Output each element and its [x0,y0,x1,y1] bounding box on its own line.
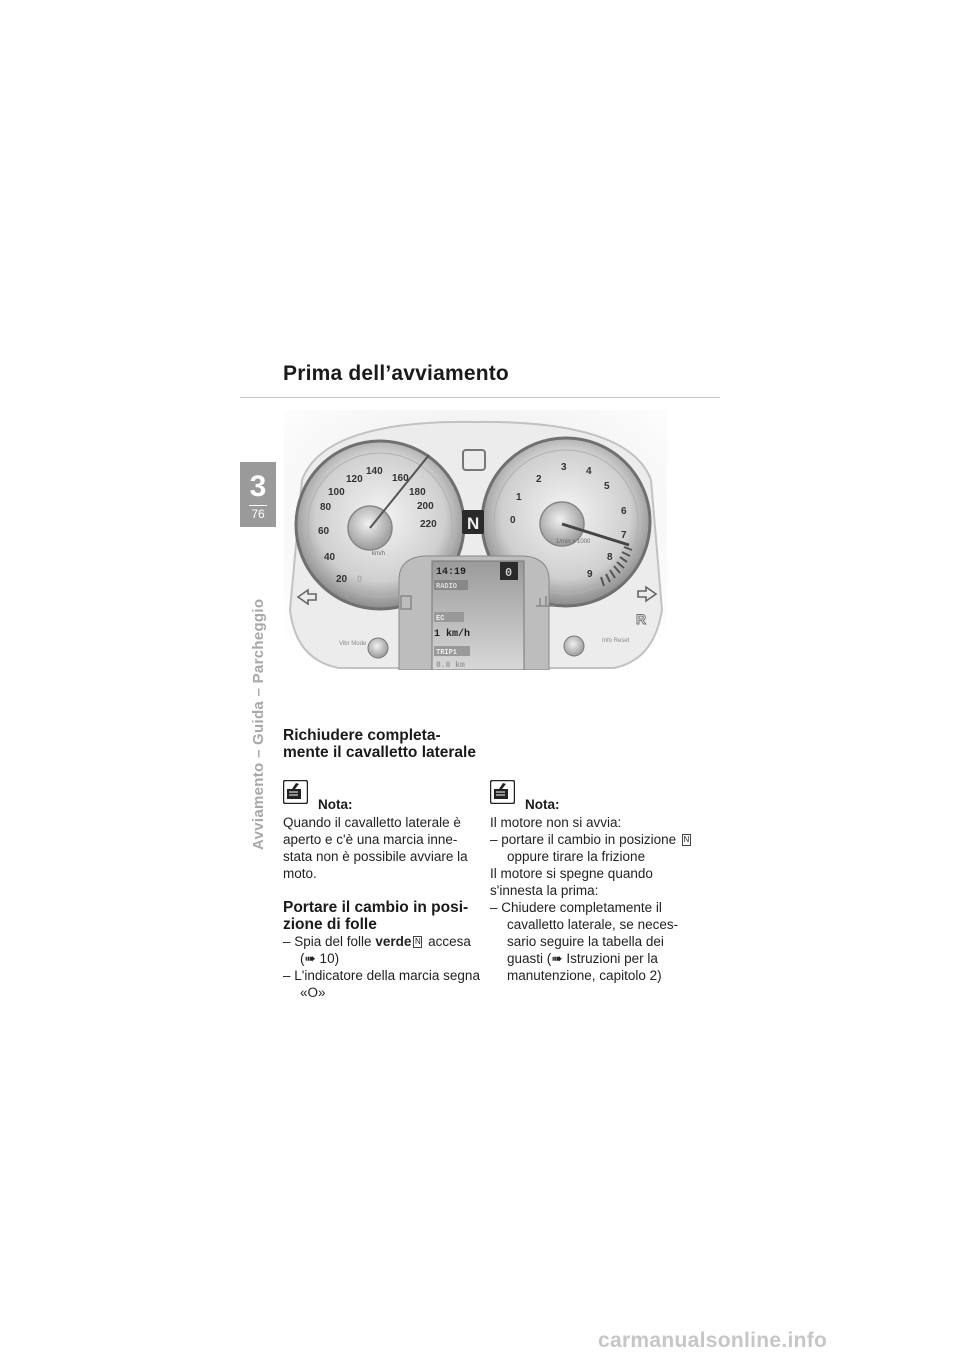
r-indicator: R [636,611,647,627]
lcd-gear: 0 [505,566,513,580]
note-icon [490,780,515,804]
note-list [490,899,695,984]
speedo-tick: 40 [324,552,336,563]
tacho-tick: 5 [604,481,610,492]
tacho-tick: 2 [536,474,542,485]
side-chapter-label [250,550,270,850]
speedo-tick: 20 [336,574,348,585]
lcd-distance: 1 km/h [434,629,471,640]
chapter-divider [249,505,267,506]
tacho-tick: 7 [621,530,627,541]
section-heading-neutral: Portare il cambio in posi- zione di folle [283,899,469,933]
lcd-ec: EC [436,615,445,623]
note-label: Nota: [525,797,560,812]
tacho-tick: 0 [510,515,516,526]
speedo-tick: 220 [420,519,437,530]
info-reset-label: Info Reset [602,638,630,644]
speedo-unit: km/h [372,551,386,557]
tacho-tick: 1 [516,492,522,503]
title-divider [240,397,720,398]
tacho-tick: 8 [607,552,613,563]
left-knob [368,638,388,658]
side-chapter-label-text: Avviamento – Guida – Parcheggio [250,598,267,850]
speedo-tick: 60 [318,526,330,537]
list-item: – Chiudere completamente il cavalletto laterale, se neces-sario seguire la tabella dei guasti (➠ Istruzioni per la manutenzione, capitolo 2) [490,900,679,983]
instrument-cluster-photo [284,410,667,670]
tacho-tick: 6 [621,506,627,517]
chapter-number: 3 [249,470,267,503]
speedo-tick: 200 [417,501,434,512]
speedo-tick: 180 [409,487,426,498]
note-text: Quando il cavalletto laterale è aperto e c'è una marcia inne-stata non è possibile avviare la moto. [283,815,468,881]
page-number: 76 [251,507,265,521]
right-knob [564,636,584,656]
tacho-tick: 3 [561,462,567,473]
speedo-zero: 0 [357,574,363,584]
neutral-checklist [283,933,488,1001]
speedo-tick: 80 [320,502,332,513]
list-item: – portare il cambio in posizione N oppure tirare la frizione [490,832,690,864]
neutral-symbol-icon: N [683,835,690,844]
list-item: – L'indicatore della marcia segna «O» [283,968,480,1000]
note-block [490,814,695,984]
lcd-clock: 14:19 [436,567,467,578]
list-item: – Spia del folle verde N accesa (➠ 10) [283,934,471,966]
note-line: Il motore non si avvia: [490,815,622,830]
svg-text:N: N [467,514,480,533]
watermark: carmanualsonline.info [598,1329,828,1352]
note-icon [283,780,308,804]
note-list [490,831,695,865]
page-title: Prima dell’avviamento [283,362,509,385]
tacho-tick: 9 [587,569,593,580]
speedo-tick: 100 [328,487,345,498]
lcd-trip-value: 8.8 km [436,661,465,670]
lcd-radio: RADIO [436,583,458,591]
speedo-tick: 140 [366,466,383,477]
note-label: Nota: [318,797,353,812]
note-line: Il motore si spegne quando s'innesta la prima: [490,866,653,898]
section-heading-side-stand: Richiudere completa- mente il cavalletto laterale [283,727,476,761]
neutral-symbol-icon: N [414,937,421,946]
vibr-mode-label: Vibr Mode [339,641,367,647]
lcd-trip: TRIP1 [436,649,458,657]
tacho-tick: 4 [586,466,592,477]
speedo-tick: 160 [392,473,409,484]
speedo-tick: 120 [346,474,363,485]
tacho-unit: 1/min x 1000 [556,539,591,545]
